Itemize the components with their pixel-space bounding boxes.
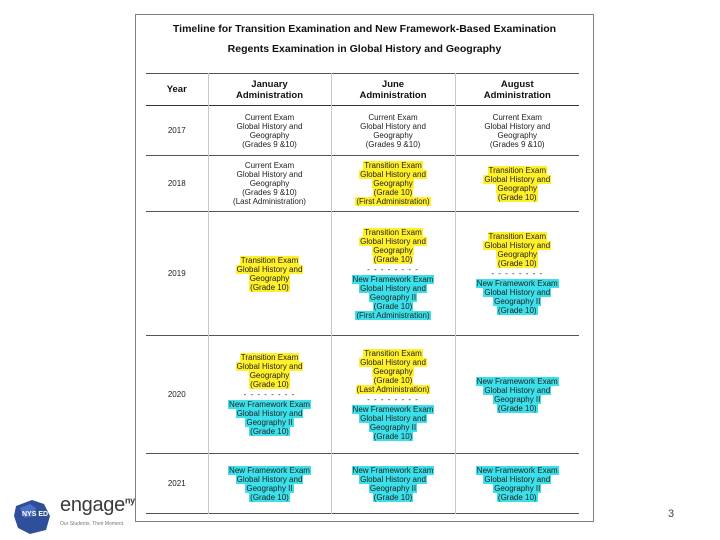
separator: - - - - - - - -: [367, 264, 419, 274]
svg-text:NYS ED: NYS ED: [22, 511, 49, 518]
nysed-logo-icon: [10, 496, 54, 536]
exam-line: Geography II: [246, 483, 293, 493]
exam-line: Global History and: [236, 474, 303, 484]
exam-line: New Framework Exam: [229, 400, 310, 409]
exam-line: New Framework Exam: [229, 465, 310, 475]
exam-line: New Framework Exam: [352, 274, 434, 284]
june-cell: [331, 106, 455, 156]
exam-entry: [209, 400, 331, 436]
year-cell: 2018: [146, 156, 208, 212]
exam-line: Global History and: [484, 288, 551, 297]
exam-entry: [209, 466, 331, 502]
document-subtitle: Regents Examination in Global History and Geography: [227, 43, 502, 55]
exam-entry: [456, 466, 580, 502]
exam-line: Transition Exam: [364, 227, 422, 237]
year-header: Year: [146, 74, 208, 106]
exam-entry: [209, 113, 331, 149]
exam-line: Global History and: [484, 474, 551, 484]
exam-line: Geography II: [369, 483, 417, 493]
exam-entry: [332, 466, 455, 502]
exam-line: (Grade 10): [497, 192, 537, 202]
august-cell: [455, 212, 579, 336]
exam-line: Global History and: [236, 170, 303, 179]
exam-line: Global History and: [236, 264, 303, 274]
exam-line: Geography II: [246, 418, 293, 427]
exam-line: Geography II: [369, 422, 417, 432]
january-cell: [208, 454, 331, 514]
year-cell: 2019: [146, 212, 208, 336]
exam-line: Geography: [249, 179, 290, 188]
exam-line: (Grade 10): [497, 403, 537, 413]
exam-line: Global History and: [360, 121, 426, 131]
exam-line: Geography II: [494, 394, 541, 404]
exam-line: (Grade 10): [373, 375, 413, 385]
exam-line: (Grade 10): [250, 282, 289, 292]
timeline-table: [146, 73, 579, 514]
exam-line: (Grades 9 &10): [242, 139, 297, 149]
exam-line: Transition Exam: [240, 255, 299, 265]
year-cell: 2020: [146, 336, 208, 454]
exam-entry: [332, 349, 455, 394]
exam-entry: [332, 405, 455, 441]
exam-line: Global History and: [360, 170, 426, 179]
exam-line: Current Exam: [244, 112, 295, 122]
exam-line: Transition Exam: [240, 353, 299, 362]
exam-line: (Last Administration): [233, 197, 306, 206]
exam-line: Geography: [497, 250, 538, 259]
logo-tagline: Our Students. Their Moment.: [60, 521, 125, 527]
exam-line: (Grade 10): [373, 431, 413, 441]
exam-line: Geography: [249, 273, 290, 283]
exam-line: Global History and: [484, 241, 551, 250]
page-number: 3: [668, 508, 675, 520]
exam-line: Geography: [497, 130, 538, 140]
exam-line: Global History and: [360, 413, 426, 423]
exam-entry: [332, 161, 455, 206]
exam-line: (Grade 10): [497, 492, 537, 502]
exam-line: (Grade 10): [250, 492, 289, 502]
exam-line: Geography: [373, 179, 413, 188]
exam-line: Global History and: [360, 474, 426, 484]
exam-line: (First Administration): [356, 310, 430, 320]
exam-line: Geography: [373, 130, 413, 140]
exam-line: (Grade 10): [250, 427, 289, 436]
june-cell: [331, 454, 455, 514]
year-cell: 2017: [146, 106, 208, 156]
exam-line: Transition Exam: [488, 232, 546, 241]
table-row: [146, 336, 579, 454]
table-row: [146, 212, 579, 336]
exam-line: New Framework Exam: [476, 465, 558, 475]
june-cell: [331, 336, 455, 454]
exam-entry: [209, 256, 331, 292]
exam-line: Global History and: [484, 121, 551, 131]
exam-line: Geography: [249, 130, 290, 140]
january-header: January Administration: [208, 74, 331, 106]
table-row: [146, 106, 579, 156]
year-cell: 2021: [146, 454, 208, 514]
june-header: June Administration: [331, 74, 455, 106]
exam-line: Global History and: [484, 385, 551, 395]
exam-line: Transition Exam: [488, 165, 546, 175]
table-header-row: [146, 74, 579, 106]
separator: - - - - - - - -: [243, 390, 296, 399]
exam-line: (Grade 10): [373, 188, 413, 197]
january-cell: [208, 156, 331, 212]
exam-line: New Framework Exam: [476, 376, 558, 386]
exam-line: Current Exam: [492, 112, 542, 122]
document-title: Timeline for Transition Examination and New Framework-Based Examination: [172, 23, 557, 35]
exam-line: Global History and: [484, 174, 551, 184]
exam-line: (Grades 9 &10): [489, 139, 545, 149]
exam-entry: [209, 353, 331, 389]
exam-line: (First Administration): [356, 197, 430, 206]
exam-line: (Grade 10): [373, 254, 413, 264]
august-cell: [455, 336, 579, 454]
exam-line: Transition Exam: [364, 161, 422, 170]
june-cell: [331, 212, 455, 336]
august-cell: [455, 454, 579, 514]
exam-line: Global History and: [360, 283, 426, 293]
august-header: August Administration: [483, 78, 551, 101]
august-cell: [455, 106, 579, 156]
exam-line: (Grades 9 &10): [365, 139, 421, 149]
exam-line: New Framework Exam: [476, 279, 558, 288]
separator: - - - - - - - -: [491, 269, 544, 278]
exam-line: New Framework Exam: [352, 404, 434, 414]
exam-line: (Grades 9 &10): [242, 188, 297, 197]
exam-line: Geography: [497, 183, 538, 193]
august-cell: [455, 156, 579, 212]
exam-line: Geography: [249, 371, 290, 380]
exam-line: (Grade 10): [497, 259, 537, 268]
table-row: [146, 454, 579, 514]
exam-entry: [456, 279, 580, 315]
exam-line: Global History and: [360, 236, 426, 246]
exam-line: Geography: [373, 366, 413, 376]
exam-line: Global History and: [236, 121, 303, 131]
june-cell: [331, 156, 455, 212]
exam-line: (Grade 10): [250, 380, 289, 389]
separator: - - - - - - - -: [367, 394, 419, 404]
january-cell: [208, 212, 331, 336]
exam-entry: [456, 166, 580, 202]
exam-entry: [332, 275, 455, 320]
exam-line: Global History and: [236, 409, 303, 418]
exam-line: (Last Administration): [356, 384, 430, 394]
january-cell: [208, 106, 331, 156]
exam-line: (Grade 10): [373, 301, 413, 311]
exam-line: Geography II: [494, 297, 541, 306]
exam-line: Global History and: [360, 357, 426, 367]
exam-entry: [456, 113, 580, 149]
exam-line: (Grade 10): [373, 492, 413, 502]
exam-line: Current Exam: [368, 112, 418, 122]
exam-entry: [332, 228, 455, 264]
january-cell: [208, 336, 331, 454]
exam-line: Transition Exam: [364, 348, 422, 358]
exam-line: Geography II: [369, 292, 417, 302]
engageny-logo: [10, 494, 135, 536]
exam-entry: [332, 113, 455, 149]
exam-entry: [456, 377, 580, 413]
exam-line: Current Exam: [244, 161, 295, 170]
engageny-wordmark: engage$^{ny}$: [60, 494, 135, 516]
table-row: [146, 156, 579, 212]
exam-line: New Framework Exam: [352, 465, 434, 475]
exam-entry: [456, 232, 580, 268]
exam-line: Geography II: [494, 483, 541, 493]
exam-line: Geography: [373, 245, 413, 255]
exam-entry: [209, 161, 331, 206]
document-page: [135, 14, 594, 522]
exam-line: (Grade 10): [497, 306, 537, 315]
exam-line: Global History and: [236, 362, 303, 371]
